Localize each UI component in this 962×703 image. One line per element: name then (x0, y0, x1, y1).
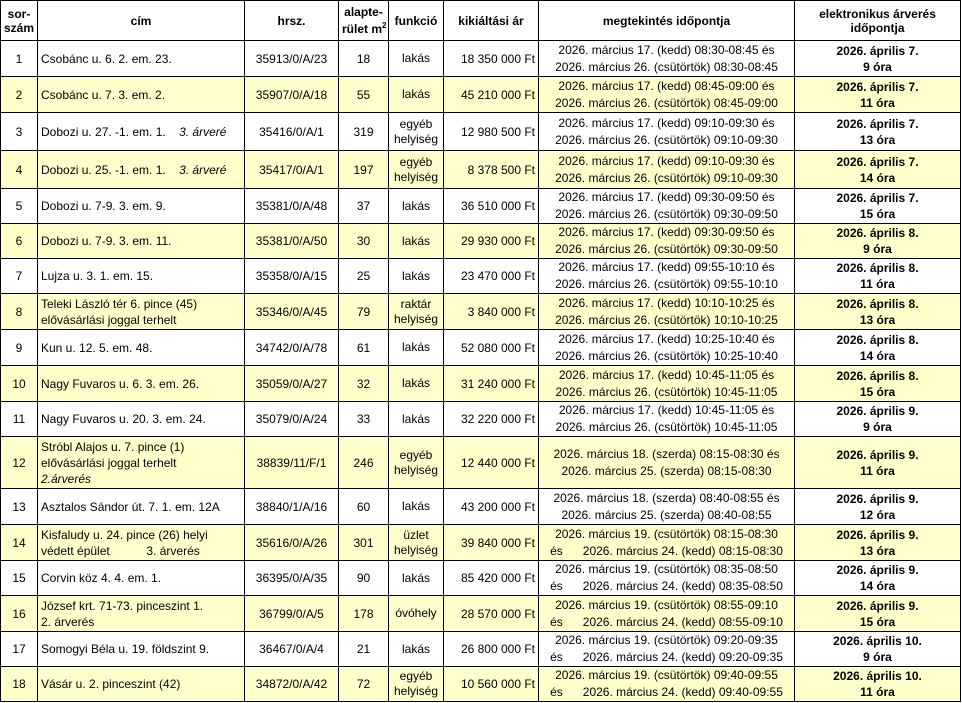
cell-cim: Dobozi u. 25. -1. em. 1. 3. árveré (38, 151, 245, 189)
header-funkcio: funkció (389, 1, 444, 41)
cell-hrsz: 35079/0/A/24 (245, 402, 339, 437)
table-row (1, 489, 961, 525)
cell-hrsz: 35381/0/A/48 (245, 189, 339, 224)
cell-kikialtasi-ar: 23 470 000 Ft (444, 259, 539, 294)
cell-alapterulet: 90 (339, 561, 389, 596)
cell-arveres: 2026. április 8. 11 óra (795, 259, 961, 294)
header-megtekintes: megtekintés időpontja (539, 1, 795, 41)
cell-sorszam: 18 (1, 667, 38, 702)
cell-hrsz: 35907/0/A/18 (245, 77, 339, 113)
cell-alapterulet: 32 (339, 366, 389, 402)
header-arveres: elektronikus árverés időpontja (795, 1, 961, 41)
header-kikialtasi-ar: kikiáltási ár (444, 1, 539, 41)
cell-funkcio: lakás (389, 402, 444, 437)
cell-megtekintes: 2026. március 19. (csütörtök) 09:20-09:35 és 2026. március 24. (kedd) 09:20-09:35 (539, 632, 795, 667)
cell-sorszam: 11 (1, 402, 38, 437)
cell-funkcio: lakás (389, 330, 444, 366)
cell-arveres: 2026. április 9. 15 óra (795, 596, 961, 632)
cell-arveres: 2026. április 7. 13 óra (795, 113, 961, 151)
cell-arveres: 2026. április 8. 14 óra (795, 330, 961, 366)
table-row (1, 525, 961, 561)
table-row (1, 437, 961, 489)
cell-funkcio: lakás (389, 489, 444, 525)
cell-kikialtasi-ar: 29 930 000 Ft (444, 224, 539, 259)
cell-megtekintes: 2026. március 19. (csütörtök) 09:40-09:55 és 2026. március 24. (kedd) 09:40-09:55 (539, 667, 795, 702)
cell-cim: Somogyi Béla u. 19. földszint 9. (38, 632, 245, 667)
table-row (1, 77, 961, 113)
cell-arveres: 2026. április 9. 14 óra (795, 561, 961, 596)
cell-alapterulet: 301 (339, 525, 389, 561)
cell-megtekintes: 2026. március 19. (csütörtök) 08:35-08:50 és 2026. március 24. (kedd) 08:35-08:50 (539, 561, 795, 596)
cell-megtekintes: 2026. március 19. (csütörtök) 08:55-09:10 és 2026. március 24. (kedd) 08:55-09:10 (539, 596, 795, 632)
cell-hrsz: 35616/0/A/26 (245, 525, 339, 561)
cell-cim: Nagy Fuvaros u. 20. 3. em. 24. (38, 402, 245, 437)
cell-arveres: 2026. április 9. 9 óra (795, 402, 961, 437)
cell-hrsz: 34872/0/A/42 (245, 667, 339, 702)
table-row (1, 259, 961, 294)
cell-alapterulet: 61 (339, 330, 389, 366)
cell-sorszam: 7 (1, 259, 38, 294)
table-row (1, 632, 961, 667)
cell-hrsz: 38839/11/F/1 (245, 437, 339, 489)
table-row (1, 41, 961, 77)
cell-arveres: 2026. április 7. 14 óra (795, 151, 961, 189)
cell-sorszam: 6 (1, 224, 38, 259)
cell-hrsz: 35381/0/A/50 (245, 224, 339, 259)
cell-cim: Dobozi u. 7-9. 3. em. 9. (38, 189, 245, 224)
cell-hrsz: 36467/0/A/4 (245, 632, 339, 667)
cell-kikialtasi-ar: 10 560 000 Ft (444, 667, 539, 702)
table-row (1, 189, 961, 224)
header-sorszam: sor- szám (1, 1, 38, 41)
cell-kikialtasi-ar: 45 210 000 Ft (444, 77, 539, 113)
table-row (1, 330, 961, 366)
cell-kikialtasi-ar: 18 350 000 Ft (444, 41, 539, 77)
cell-kikialtasi-ar: 31 240 000 Ft (444, 366, 539, 402)
cell-kikialtasi-ar: 8 378 500 Ft (444, 151, 539, 189)
table-row (1, 596, 961, 632)
cell-kikialtasi-ar: 39 840 000 Ft (444, 525, 539, 561)
cell-sorszam: 1 (1, 41, 38, 77)
header-alapterulet: alapte- rület $m^2$ (339, 1, 389, 41)
cell-funkcio: lakás (389, 366, 444, 402)
cell-megtekintes: 2026. március 17. (kedd) 09:30-09:50 és 2026. március 26. (csütörtök) 09:30-09:50 (539, 189, 795, 224)
cell-cim: Lujza u. 3. 1. em. 15. (38, 259, 245, 294)
cell-hrsz: 38840/1/A/16 (245, 489, 339, 525)
cell-hrsz: 36799/0/A/5 (245, 596, 339, 632)
cell-hrsz: 36395/0/A/35 (245, 561, 339, 596)
cell-hrsz: 35059/0/A/27 (245, 366, 339, 402)
cell-arveres: 2026. április 10. 11 óra (795, 667, 961, 702)
cell-cim: Csobánc u. 6. 2. em. 23. (38, 41, 245, 77)
cell-kikialtasi-ar: 32 220 000 Ft (444, 402, 539, 437)
table-body (1, 41, 961, 702)
cell-cim: Csobánc u. 7. 3. em. 2. (38, 77, 245, 113)
cell-hrsz: 35913/0/A/23 (245, 41, 339, 77)
table-row (1, 224, 961, 259)
cell-megtekintes: 2026. március 17. (kedd) 08:30-08:45 és 2026. március 26. (csütörtök) 08:30-08:45 (539, 41, 795, 77)
cell-funkcio: lakás (389, 259, 444, 294)
cell-funkcio: egyéb helyiség (389, 151, 444, 189)
table-row (1, 366, 961, 402)
cell-kikialtasi-ar: 43 200 000 Ft (444, 489, 539, 525)
cell-kikialtasi-ar: 12 440 000 Ft (444, 437, 539, 489)
cell-funkcio: egyéb helyiség (389, 113, 444, 151)
cell-sorszam: 5 (1, 189, 38, 224)
cell-funkcio: óvóhely (389, 596, 444, 632)
cell-megtekintes: 2026. március 17. (kedd) 09:10-09:30 és 2026. március 26. (csütörtök) 09:10-09:30 (539, 113, 795, 151)
cell-sorszam: 12 (1, 437, 38, 489)
cell-funkcio: raktár helyiség (389, 294, 444, 330)
cell-megtekintes: 2026. március 17. (kedd) 09:30-09:50 és 2026. március 26. (csütörtök) 09:30-09:50 (539, 224, 795, 259)
cell-cim: Kisfaludy u. 24. pince (26) helyi védett épület 3. árverés (38, 525, 245, 561)
cell-sorszam: 17 (1, 632, 38, 667)
cell-alapterulet: 197 (339, 151, 389, 189)
cell-cim: Kun u. 12. 5. em. 48. (38, 330, 245, 366)
cell-alapterulet: 21 (339, 632, 389, 667)
cell-alapterulet: 72 (339, 667, 389, 702)
table-row (1, 294, 961, 330)
cell-sorszam: 4 (1, 151, 38, 189)
cell-cim: Dobozi u. 7-9. 3. em. 11. (38, 224, 245, 259)
cell-sorszam: 16 (1, 596, 38, 632)
cell-arveres: 2026. április 7. 9 óra (795, 41, 961, 77)
header-hrsz: hrsz. (245, 1, 339, 41)
cell-arveres: 2026. április 8. 13 óra (795, 294, 961, 330)
cell-alapterulet: 33 (339, 402, 389, 437)
cell-cim: Nagy Fuvaros u. 6. 3. em. 26. (38, 366, 245, 402)
cell-megtekintes: 2026. március 18. (szerda) 08:40-08:55 és 2026. március 25. (szerda) 08:40-08:55 (539, 489, 795, 525)
cell-funkcio: lakás (389, 561, 444, 596)
cell-alapterulet: 30 (339, 224, 389, 259)
cell-megtekintes: 2026. március 17. (kedd) 10:25-10:40 és 2026. március 26. (csütörtök) 10:25-10:40 (539, 330, 795, 366)
table-row (1, 402, 961, 437)
cell-funkcio: lakás (389, 632, 444, 667)
cell-sorszam: 15 (1, 561, 38, 596)
cell-funkcio: lakás (389, 224, 444, 259)
cell-kikialtasi-ar: 26 800 000 Ft (444, 632, 539, 667)
cell-alapterulet: 178 (339, 596, 389, 632)
cell-arveres: 2026. április 8. 15 óra (795, 366, 961, 402)
cell-megtekintes: 2026. március 17. (kedd) 08:45-09:00 és 2026. március 26. (csütörtök) 08:45-09:00 (539, 77, 795, 113)
cell-alapterulet: 25 (339, 259, 389, 294)
cell-arveres: 2026. április 7. 15 óra (795, 189, 961, 224)
table-row (1, 561, 961, 596)
cell-megtekintes: 2026. március 17. (kedd) 10:45-11:05 és 2026. március 26. (csütörtök) 10:45-11:05 (539, 402, 795, 437)
cell-megtekintes: 2026. március 17. (kedd) 09:10-09:30 és 2026. március 26. (csütörtök) 09:10-09:30 (539, 151, 795, 189)
cell-sorszam: 8 (1, 294, 38, 330)
cell-megtekintes: 2026. március 18. (szerda) 08:15-08:30 és 2026. március 25. (szerda) 08:15-08:30 (539, 437, 795, 489)
cell-megtekintes: 2026. március 17. (kedd) 09:55-10:10 és 2026. március 26. (csütörtök) 09:55-10:10 (539, 259, 795, 294)
table-row (1, 151, 961, 189)
cell-alapterulet: 246 (339, 437, 389, 489)
cell-funkcio: lakás (389, 77, 444, 113)
cell-cim: Asztalos Sándor út. 7. 1. em. 12A (38, 489, 245, 525)
cell-hrsz: 34742/0/A/78 (245, 330, 339, 366)
cell-cim: Vásár u. 2. pinceszint (42) (38, 667, 245, 702)
cell-cim: Teleki László tér 6. pince (45) elővásárlási joggal terhelt (38, 294, 245, 330)
cell-funkcio: egyéb helyiség (389, 667, 444, 702)
cell-arveres: 2026. április 9. 12 óra (795, 489, 961, 525)
cell-cim: Stróbl Alajos u. 7. pince (1) elővásárlási joggal terhelt 2.árverés (38, 437, 245, 489)
cell-hrsz: 35416/0/A/1 (245, 113, 339, 151)
cell-alapterulet: 60 (339, 489, 389, 525)
cell-arveres: 2026. április 10. 9 óra (795, 632, 961, 667)
cell-hrsz: 35346/0/A/45 (245, 294, 339, 330)
cell-alapterulet: 79 (339, 294, 389, 330)
cell-alapterulet: 319 (339, 113, 389, 151)
cell-megtekintes: 2026. március 19. (csütörtök) 08:15-08:30 és 2026. március 24. (kedd) 08:15-08:30 (539, 525, 795, 561)
cell-funkcio: egyéb helyiség (389, 437, 444, 489)
cell-kikialtasi-ar: 3 840 000 Ft (444, 294, 539, 330)
cell-megtekintes: 2026. március 17. (kedd) 10:10-10:25 és 2026. március 26. (csütörtök) 10:10-10:25 (539, 294, 795, 330)
cell-megtekintes: 2026. március 17. (kedd) 10:45-11:05 és 2026. március 26. (csütörtök) 10:45-11:05 (539, 366, 795, 402)
cell-kikialtasi-ar: 36 510 000 Ft (444, 189, 539, 224)
cell-sorszam: 14 (1, 525, 38, 561)
cell-sorszam: 3 (1, 113, 38, 151)
cell-alapterulet: 18 (339, 41, 389, 77)
cell-hrsz: 35417/0/A/1 (245, 151, 339, 189)
cell-hrsz: 35358/0/A/15 (245, 259, 339, 294)
cell-sorszam: 10 (1, 366, 38, 402)
cell-funkcio: lakás (389, 189, 444, 224)
header-row (1, 1, 961, 41)
cell-cim: József krt. 71-73. pinceszint 1. 2. árverés (38, 596, 245, 632)
cell-arveres: 2026. április 8. 9 óra (795, 224, 961, 259)
cell-sorszam: 2 (1, 77, 38, 113)
table-row (1, 667, 961, 702)
cell-sorszam: 13 (1, 489, 38, 525)
table-row (1, 113, 961, 151)
cell-kikialtasi-ar: 85 420 000 Ft (444, 561, 539, 596)
cell-kikialtasi-ar: 12 980 500 Ft (444, 113, 539, 151)
cell-sorszam: 9 (1, 330, 38, 366)
cell-arveres: 2026. április 7. 11 óra (795, 77, 961, 113)
cell-funkcio: lakás (389, 41, 444, 77)
cell-kikialtasi-ar: 28 570 000 Ft (444, 596, 539, 632)
cell-funkcio: üzlet helyiség (389, 525, 444, 561)
cell-cim: Corvin köz 4. 4. em. 1. (38, 561, 245, 596)
cell-arveres: 2026. április 9. 11 óra (795, 437, 961, 489)
header-cim: cím (38, 1, 245, 41)
cell-kikialtasi-ar: 52 080 000 Ft (444, 330, 539, 366)
cell-alapterulet: 55 (339, 77, 389, 113)
cell-arveres: 2026. április 9. 13 óra (795, 525, 961, 561)
cell-alapterulet: 37 (339, 189, 389, 224)
cell-cim: Dobozi u. 27. -1. em. 1. 3. árveré (38, 113, 245, 151)
